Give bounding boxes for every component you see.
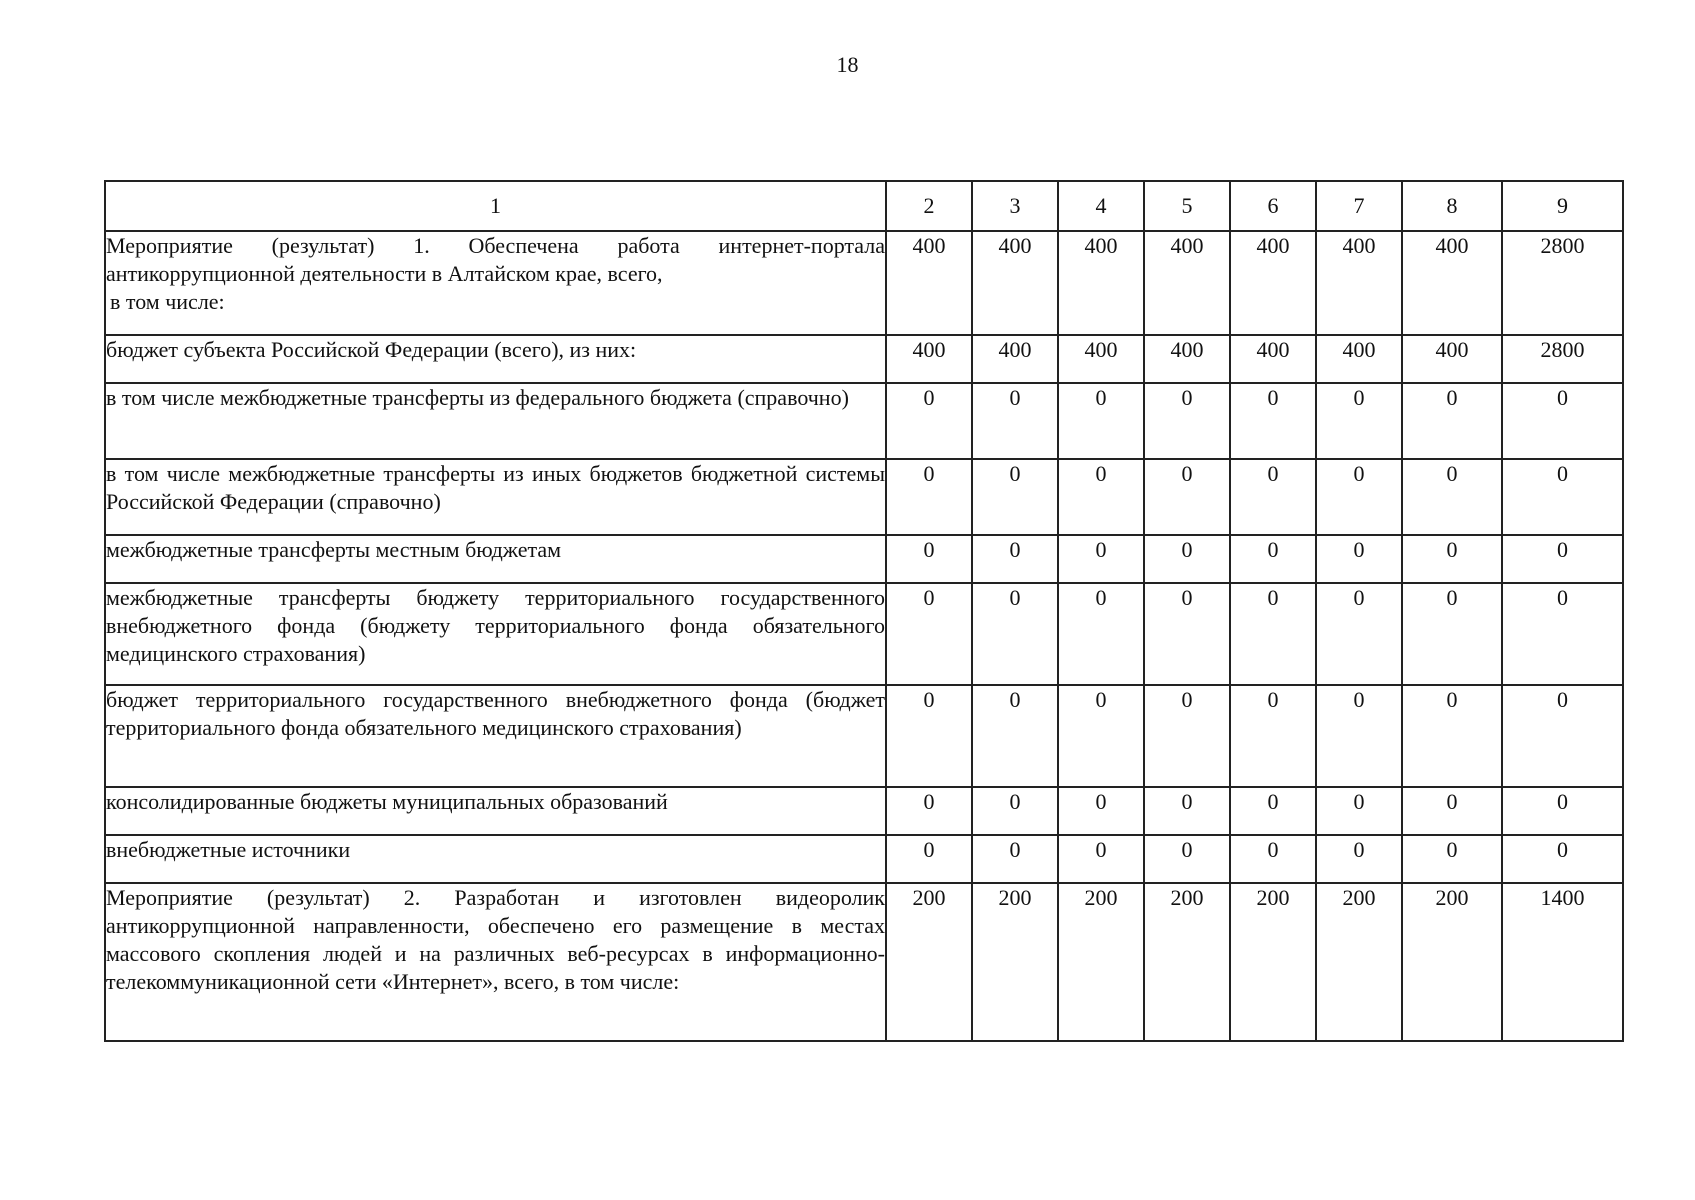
row-label-line: Мероприятие (результат) 2. Разработан и изготовлен видеоролик антикоррупционной направленности, обеспечено его размещение в местах массового скопления людей и на различных веб-ресурсах в информационно-телекоммуникационной сети «Интернет», всего, в том числе: [106, 885, 885, 994]
value-cell-col-8: 0 [1402, 459, 1502, 535]
row-label [105, 383, 886, 459]
value-cell-col-2: 0 [886, 685, 972, 787]
value-cell-col-7: 0 [1316, 459, 1402, 535]
value-cell-col-7: 0 [1316, 383, 1402, 459]
value-cell-col-4: 200 [1058, 883, 1144, 1041]
row-label-line: консолидированные бюджеты муниципальных образований [106, 789, 668, 814]
value-cell-col-3: 0 [972, 583, 1058, 685]
row-label [105, 685, 886, 787]
row-label [105, 883, 886, 1041]
value-cell-col-4: 0 [1058, 685, 1144, 787]
value-cell-col-4: 0 [1058, 535, 1144, 583]
table-row [105, 335, 1623, 383]
value-cell-col-4: 0 [1058, 835, 1144, 883]
value-cell-col-2: 200 [886, 883, 972, 1041]
value-cell-col-2: 0 [886, 383, 972, 459]
value-cell-col-8: 0 [1402, 787, 1502, 835]
value-cell-col-3: 400 [972, 335, 1058, 383]
value-cell-col-3: 0 [972, 459, 1058, 535]
value-cell-col-8: 0 [1402, 685, 1502, 787]
row-label-line: Мероприятие (результат) 1. Обеспечена работа интернет-портала антикоррупционной деятельности в Алтайском крае, всего, [106, 233, 885, 286]
table-row [105, 835, 1623, 883]
value-cell-col-5: 0 [1144, 383, 1230, 459]
value-cell-col-8: 0 [1402, 583, 1502, 685]
value-cell-col-3: 0 [972, 787, 1058, 835]
value-cell-col-4: 400 [1058, 231, 1144, 335]
value-cell-col-4: 0 [1058, 787, 1144, 835]
row-label-line: межбюджетные трансферты бюджету территориального государственного внебюджетного фонда (бюджету территориального фонда обязательного медицинского страхования) [106, 585, 885, 666]
value-cell-col-2: 0 [886, 787, 972, 835]
value-cell-col-2: 400 [886, 231, 972, 335]
row-label [105, 535, 886, 583]
table-row [105, 583, 1623, 685]
table-row [105, 535, 1623, 583]
value-cell-col-7: 400 [1316, 231, 1402, 335]
value-cell-col-6: 400 [1230, 231, 1316, 335]
value-cell-col-8: 400 [1402, 231, 1502, 335]
value-cell-col-5: 0 [1144, 459, 1230, 535]
column-header-1: 1 [105, 181, 886, 231]
value-cell-col-9: 0 [1502, 583, 1623, 685]
page-number: 18 [836, 52, 859, 77]
value-cell-col-6: 0 [1230, 535, 1316, 583]
row-label-line: в том числе: [110, 289, 225, 314]
table-row [105, 383, 1623, 459]
value-cell-col-6: 0 [1230, 459, 1316, 535]
value-cell-col-3: 0 [972, 685, 1058, 787]
value-cell-col-9: 0 [1502, 383, 1623, 459]
row-label [105, 459, 886, 535]
row-label-line: бюджет субъекта Российской Федерации (всего), из них: [106, 337, 637, 362]
value-cell-col-4: 0 [1058, 459, 1144, 535]
table-row [105, 231, 1623, 335]
value-cell-col-4: 0 [1058, 383, 1144, 459]
value-cell-col-9: 0 [1502, 787, 1623, 835]
value-cell-col-2: 400 [886, 335, 972, 383]
column-header-2: 2 [886, 181, 972, 231]
value-cell-col-8: 400 [1402, 335, 1502, 383]
value-cell-col-5: 0 [1144, 535, 1230, 583]
value-cell-col-4: 400 [1058, 335, 1144, 383]
value-cell-col-9: 1400 [1502, 883, 1623, 1041]
table-row [105, 883, 1623, 1041]
column-header-8: 8 [1402, 181, 1502, 231]
value-cell-col-7: 200 [1316, 883, 1402, 1041]
budget-table [104, 180, 1624, 1042]
value-cell-col-3: 0 [972, 383, 1058, 459]
value-cell-col-6: 0 [1230, 383, 1316, 459]
value-cell-col-6: 200 [1230, 883, 1316, 1041]
value-cell-col-2: 0 [886, 583, 972, 685]
value-cell-col-3: 400 [972, 231, 1058, 335]
value-cell-col-8: 0 [1402, 383, 1502, 459]
row-label-line: внебюджетные источники [106, 837, 351, 862]
value-cell-col-3: 200 [972, 883, 1058, 1041]
value-cell-col-6: 0 [1230, 835, 1316, 883]
column-header-6: 6 [1230, 181, 1316, 231]
row-label [105, 583, 886, 685]
value-cell-col-3: 0 [972, 535, 1058, 583]
value-cell-col-5: 0 [1144, 685, 1230, 787]
value-cell-col-9: 0 [1502, 459, 1623, 535]
table-row [105, 459, 1623, 535]
value-cell-col-8: 0 [1402, 535, 1502, 583]
value-cell-col-9: 0 [1502, 835, 1623, 883]
table-body [105, 231, 1623, 1041]
value-cell-col-5: 0 [1144, 835, 1230, 883]
value-cell-col-9: 0 [1502, 685, 1623, 787]
value-cell-col-9: 0 [1502, 535, 1623, 583]
value-cell-col-9: 2800 [1502, 231, 1623, 335]
row-label [105, 835, 886, 883]
value-cell-col-3: 0 [972, 835, 1058, 883]
value-cell-col-7: 0 [1316, 685, 1402, 787]
value-cell-col-6: 0 [1230, 583, 1316, 685]
value-cell-col-9: 2800 [1502, 335, 1623, 383]
value-cell-col-7: 0 [1316, 835, 1402, 883]
value-cell-col-7: 0 [1316, 535, 1402, 583]
table-row [105, 685, 1623, 787]
row-label-line: в том числе межбюджетные трансферты из федерального бюджета (справочно) [106, 385, 849, 410]
value-cell-col-2: 0 [886, 535, 972, 583]
value-cell-col-8: 200 [1402, 883, 1502, 1041]
column-header-9: 9 [1502, 181, 1623, 231]
column-header-3: 3 [972, 181, 1058, 231]
row-label [105, 335, 886, 383]
row-label [105, 231, 886, 335]
column-header-5: 5 [1144, 181, 1230, 231]
value-cell-col-5: 200 [1144, 883, 1230, 1041]
value-cell-col-5: 0 [1144, 583, 1230, 685]
row-label-line: бюджет территориального государственного внебюджетного фонда (бюджет территориального фонда обязательного медицинского страхования) [106, 687, 885, 740]
table-row [105, 787, 1623, 835]
value-cell-col-4: 0 [1058, 583, 1144, 685]
value-cell-col-2: 0 [886, 835, 972, 883]
value-cell-col-6: 0 [1230, 685, 1316, 787]
value-cell-col-7: 400 [1316, 335, 1402, 383]
value-cell-col-5: 400 [1144, 231, 1230, 335]
value-cell-col-2: 0 [886, 459, 972, 535]
row-label-line: межбюджетные трансферты местным бюджетам [106, 537, 562, 562]
value-cell-col-5: 400 [1144, 335, 1230, 383]
header-row [105, 181, 1623, 231]
column-header-4: 4 [1058, 181, 1144, 231]
value-cell-col-6: 400 [1230, 335, 1316, 383]
value-cell-col-7: 0 [1316, 787, 1402, 835]
value-cell-col-5: 0 [1144, 787, 1230, 835]
row-label-line: в том числе межбюджетные трансферты из иных бюджетов бюджетной системы Российской Федерации (справочно) [106, 461, 885, 514]
row-label [105, 787, 886, 835]
value-cell-col-6: 0 [1230, 787, 1316, 835]
column-header-7: 7 [1316, 181, 1402, 231]
value-cell-col-8: 0 [1402, 835, 1502, 883]
value-cell-col-7: 0 [1316, 583, 1402, 685]
